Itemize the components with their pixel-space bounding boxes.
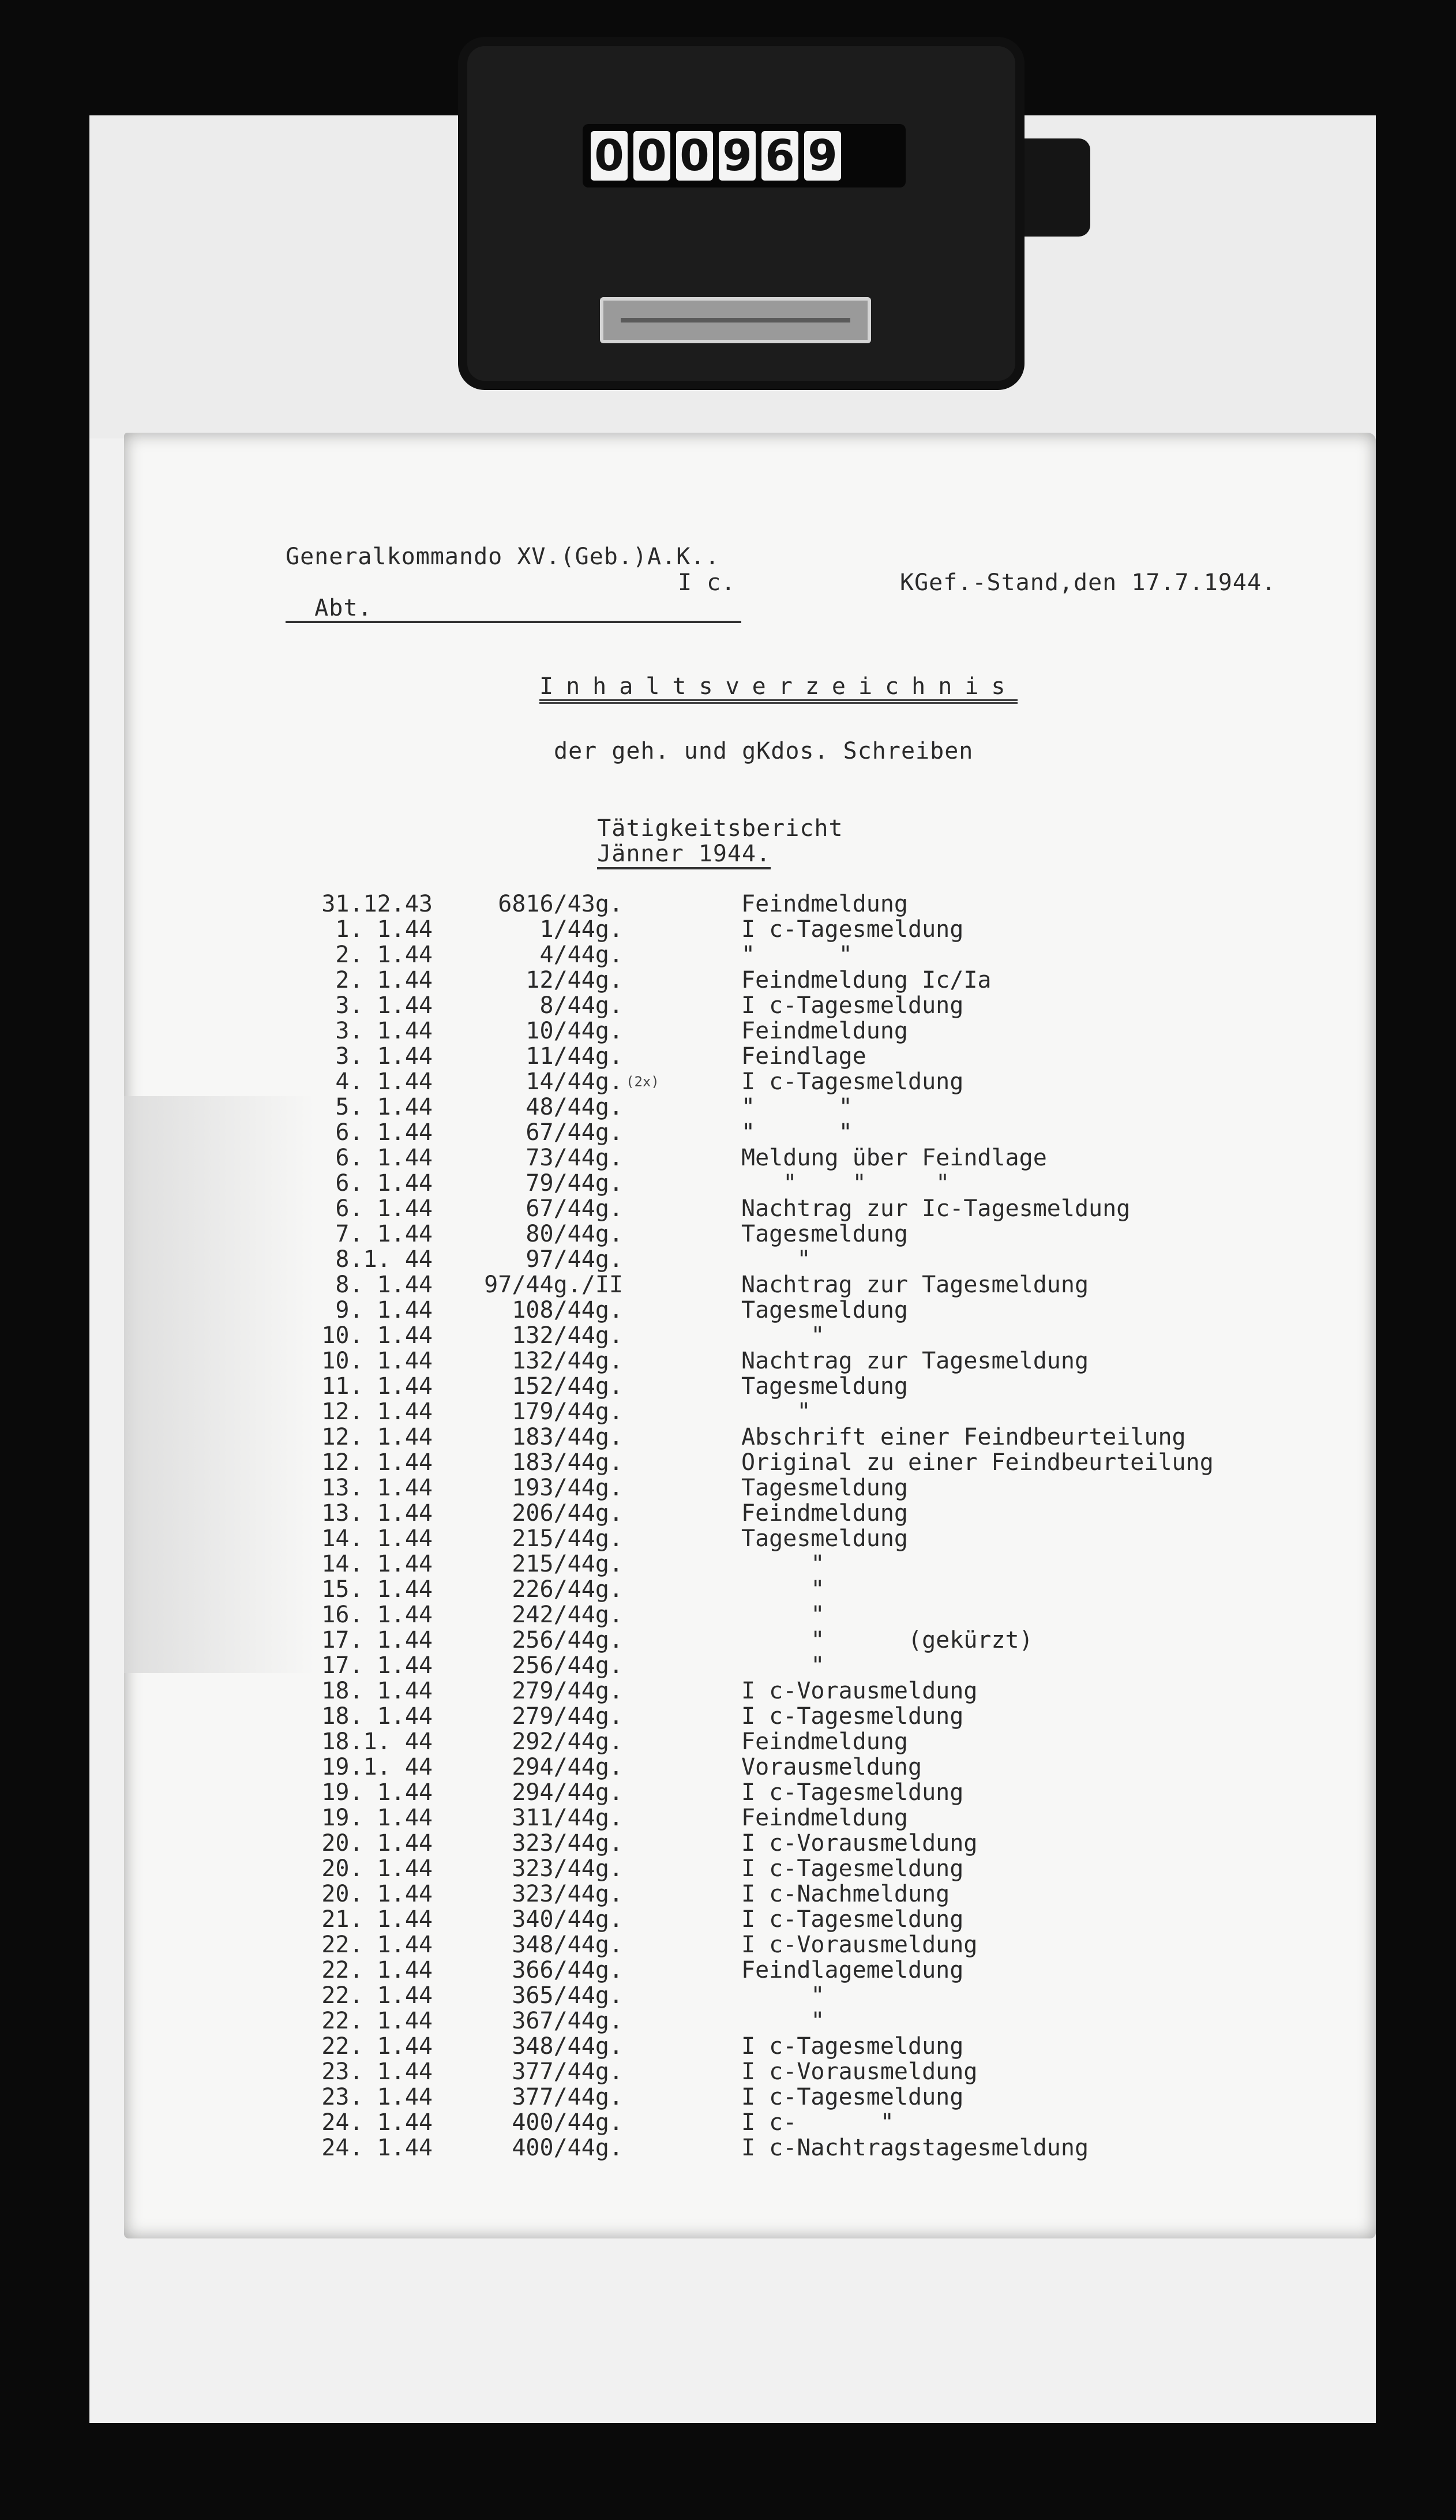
entry-number: 193/44g. — [512, 1475, 623, 1501]
table-row — [0, 1247, 1456, 1272]
entry-description: " " " — [741, 1170, 950, 1197]
entry-description: I c-Tagesmeldung — [741, 1703, 964, 1730]
entry-number: 311/44g. — [512, 1805, 623, 1831]
entry-number: 323/44g. — [512, 1830, 623, 1857]
entry-date: 6. 1.44 — [335, 1195, 433, 1222]
entry-date: 22. 1.44 — [321, 1982, 433, 2009]
entry-date: 20. 1.44 — [321, 1881, 433, 1907]
document-subtitle: der geh. und gKdos. Schreiben — [554, 738, 974, 764]
entry-description: I c- " — [741, 2109, 894, 2136]
counter-digit: 0 — [591, 131, 628, 181]
entry-date: 17. 1.44 — [321, 1627, 433, 1653]
entry-description: Tagesmeldung — [741, 1373, 908, 1400]
table-row — [0, 1501, 1456, 1526]
table-row — [0, 1551, 1456, 1577]
entry-description: " (gekürzt) — [741, 1627, 1033, 1653]
entry-description: " — [741, 1322, 825, 1349]
entry-description: Tagesmeldung — [741, 1475, 908, 1501]
entry-date: 3. 1.44 — [335, 1018, 433, 1044]
entry-date: 13. 1.44 — [321, 1475, 433, 1501]
entry-date: 31.12.43 — [321, 891, 433, 917]
table-row — [0, 967, 1456, 993]
entry-number: 73/44g. — [526, 1145, 623, 1171]
entry-number: 279/44g. — [512, 1703, 623, 1730]
entry-number: 256/44g. — [512, 1627, 623, 1653]
table-row — [0, 1272, 1456, 1297]
entry-number: 365/44g. — [512, 1982, 623, 2009]
entry-number: 377/44g. — [512, 2084, 623, 2110]
table-row — [0, 1145, 1456, 1171]
entry-number: 348/44g. — [512, 2033, 623, 2060]
document-title: Inhaltsverzeichnis — [539, 674, 1018, 704]
entry-description: " — [741, 1398, 811, 1425]
entry-date: 15. 1.44 — [321, 1576, 433, 1603]
counter-digit: 9 — [719, 131, 756, 181]
counter-digit: 6 — [761, 131, 798, 181]
entry-description: Nachtrag zur Tagesmeldung — [741, 1348, 1089, 1374]
entry-description: " " — [741, 1094, 853, 1120]
entry-number: 340/44g. — [512, 1906, 623, 1933]
entry-description: Nachtrag zur Tagesmeldung — [741, 1272, 1089, 1298]
entry-number: 294/44g. — [512, 1754, 623, 1780]
entry-date: 18. 1.44 — [321, 1703, 433, 1730]
header-abt-label: Abt. — [314, 595, 373, 621]
header-unit: Generalkommando XV.(Geb.)A.K.. — [286, 543, 720, 570]
entry-description: I c-Tagesmeldung — [741, 916, 964, 943]
table-row — [0, 1069, 1456, 1094]
entry-number: 226/44g. — [512, 1576, 623, 1603]
entry-number: 323/44g. — [512, 1881, 623, 1907]
table-row — [0, 1475, 1456, 1501]
entry-date: 24. 1.44 — [321, 2135, 433, 2161]
entry-date: 19. 1.44 — [321, 1779, 433, 1806]
entry-description: " " — [741, 942, 853, 968]
entry-date: 10. 1.44 — [321, 1348, 433, 1374]
entry-date: 22. 1.44 — [321, 2033, 433, 2060]
table-row — [0, 1805, 1456, 1831]
counter-nameplate — [600, 297, 871, 343]
entry-description: Vorausmeldung — [741, 1754, 922, 1780]
entry-description: " — [741, 1602, 825, 1628]
table-row — [0, 1374, 1456, 1399]
entry-number: 348/44g. — [512, 1932, 623, 1958]
entry-number: 377/44g. — [512, 2058, 623, 2085]
entry-date: 24. 1.44 — [321, 2109, 433, 2136]
entry-date: 8.1. 44 — [335, 1246, 433, 1273]
table-row — [0, 2059, 1456, 2084]
table-row — [0, 1602, 1456, 1627]
table-row — [0, 1450, 1456, 1475]
entry-description: I c-Nachmeldung — [741, 1881, 950, 1907]
entry-number: 183/44g. — [512, 1424, 623, 1450]
table-row — [0, 1297, 1456, 1323]
entry-description: Abschrift einer Feindbeurteilung — [741, 1424, 1186, 1450]
entry-number: 97/44g./II — [484, 1272, 623, 1298]
entry-date: 19.1. 44 — [321, 1754, 433, 1780]
entry-description: Feindlage — [741, 1043, 866, 1070]
header-place-date: KGef.-Stand,den 17.7.1944. — [900, 569, 1277, 596]
entry-number: 366/44g. — [512, 1957, 623, 1983]
entry-number: 10/44g. — [526, 1018, 623, 1044]
entry-description: Feindmeldung — [741, 891, 908, 917]
table-row — [0, 993, 1456, 1018]
table-row — [0, 1577, 1456, 1602]
entry-date: 23. 1.44 — [321, 2084, 433, 2110]
entry-description: Feindmeldung — [741, 1500, 908, 1527]
entry-date: 17. 1.44 — [321, 1652, 433, 1679]
table-row — [0, 1780, 1456, 1805]
table-row — [0, 917, 1456, 942]
entry-date: 12. 1.44 — [321, 1449, 433, 1476]
entry-description: Tagesmeldung — [741, 1221, 908, 1247]
entry-description: " — [741, 1551, 825, 1577]
table-row — [0, 1856, 1456, 1881]
entry-date: 20. 1.44 — [321, 1830, 433, 1857]
table-row — [0, 1221, 1456, 1247]
entry-description: I c-Tagesmeldung — [741, 992, 964, 1019]
entry-number: 80/44g. — [526, 1221, 623, 1247]
frame-counter-display — [583, 124, 906, 187]
entry-number: 4/44g. — [539, 942, 623, 968]
entry-description: I c-Tagesmeldung — [741, 1906, 964, 1933]
entry-number: 67/44g. — [526, 1119, 623, 1146]
entry-number: 292/44g. — [512, 1728, 623, 1755]
subtitle-report-label: Tätigkeitsbericht — [597, 815, 843, 842]
entry-number: 367/44g. — [512, 2008, 623, 2034]
header-abt-line — [286, 570, 741, 623]
entry-date: 21. 1.44 — [321, 1906, 433, 1933]
entry-date: 6. 1.44 — [335, 1145, 433, 1171]
table-row — [0, 1932, 1456, 1957]
entry-date: 3. 1.44 — [335, 992, 433, 1019]
entry-number: 179/44g. — [512, 1398, 623, 1425]
entry-number: 79/44g. — [526, 1170, 623, 1197]
entry-number: 11/44g. — [526, 1043, 623, 1070]
entry-date: 8. 1.44 — [335, 1272, 433, 1298]
table-row — [0, 1881, 1456, 1907]
entry-number: 215/44g. — [512, 1551, 623, 1577]
entry-description: I c-Vorausmeldung — [741, 1678, 978, 1704]
table-row — [0, 1348, 1456, 1374]
entry-date: 14. 1.44 — [321, 1525, 433, 1552]
entry-number: 256/44g. — [512, 1652, 623, 1679]
entry-number: 132/44g. — [512, 1322, 623, 1349]
entry-description: I c-Nachtragstagesmeldung — [741, 2135, 1089, 2161]
entry-date: 6. 1.44 — [335, 1170, 433, 1197]
entry-date: 23. 1.44 — [321, 2058, 433, 2085]
entry-date: 19. 1.44 — [321, 1805, 433, 1831]
entry-description: " — [741, 1576, 825, 1603]
entry-date: 14. 1.44 — [321, 1551, 433, 1577]
table-row — [0, 1957, 1456, 1983]
entry-number: 48/44g. — [526, 1094, 623, 1120]
table-row — [0, 1323, 1456, 1348]
entry-description: " " — [741, 1119, 853, 1146]
entry-date: 2. 1.44 — [335, 967, 433, 993]
table-row — [0, 1754, 1456, 1780]
table-row — [0, 2034, 1456, 2059]
entry-description: " — [741, 1982, 825, 2009]
table-row — [0, 1526, 1456, 1551]
entry-date: 16. 1.44 — [321, 1602, 433, 1628]
counter-digit: 0 — [676, 131, 713, 181]
entry-number: 1/44g. — [539, 916, 623, 943]
table-row — [0, 1704, 1456, 1729]
entry-description: I c-Tagesmeldung — [741, 2033, 964, 2060]
entry-number: 12/44g. — [526, 967, 623, 993]
entry-number: 97/44g. — [526, 1246, 623, 1273]
entry-number: 242/44g. — [512, 1602, 623, 1628]
table-row — [0, 1171, 1456, 1196]
entry-number: 152/44g. — [512, 1373, 623, 1400]
entry-date: 6. 1.44 — [335, 1119, 433, 1146]
entry-description: I c-Tagesmeldung — [741, 1068, 964, 1095]
entry-description: Meldung über Feindlage — [741, 1145, 1047, 1171]
entry-description: I c-Vorausmeldung — [741, 1932, 978, 1958]
header-abt-value: I c. — [678, 569, 736, 596]
entry-number: 206/44g. — [512, 1500, 623, 1527]
entry-description: " — [741, 1246, 811, 1273]
entry-description: " — [741, 2008, 825, 2034]
table-row — [0, 1678, 1456, 1704]
entry-number: 6816/43g. — [498, 891, 623, 917]
table-row — [0, 1424, 1456, 1450]
table-row — [0, 1044, 1456, 1069]
entry-description: " — [741, 1652, 825, 1679]
table-row — [0, 1627, 1456, 1653]
entry-date: 18. 1.44 — [321, 1678, 433, 1704]
table-row — [0, 1983, 1456, 2008]
entry-date: 7. 1.44 — [335, 1221, 433, 1247]
entry-date: 4. 1.44 — [335, 1068, 433, 1095]
entry-date: 2. 1.44 — [335, 942, 433, 968]
counter-digit: 9 — [804, 131, 841, 181]
entry-number: 400/44g. — [512, 2135, 623, 2161]
entry-date: 12. 1.44 — [321, 1424, 433, 1450]
table-row — [0, 1907, 1456, 1932]
entry-date: 3. 1.44 — [335, 1043, 433, 1070]
entry-description: I c-Vorausmeldung — [741, 2058, 978, 2085]
entry-description: I c-Tagesmeldung — [741, 1855, 964, 1882]
entry-number: 183/44g. — [512, 1449, 623, 1476]
entry-description: I c-Tagesmeldung — [741, 1779, 964, 1806]
counter-digit: 0 — [633, 131, 670, 181]
table-row — [0, 2135, 1456, 2161]
entry-description: Original zu einer Feindbeurteilung — [741, 1449, 1214, 1476]
entry-description: I c-Tagesmeldung — [741, 2084, 964, 2110]
entry-description: Feindmeldung — [741, 1728, 908, 1755]
entry-date: 22. 1.44 — [321, 2008, 433, 2034]
table-row — [0, 1399, 1456, 1424]
entry-date: 5. 1.44 — [335, 1094, 433, 1120]
entry-date: 1. 1.44 — [335, 916, 433, 943]
entry-number: 8/44g. — [539, 992, 623, 1019]
entry-description: Feindmeldung — [741, 1805, 908, 1831]
table-row — [0, 891, 1456, 917]
entry-date: 22. 1.44 — [321, 1932, 433, 1958]
entry-date: 10. 1.44 — [321, 1322, 433, 1349]
table-row — [0, 1831, 1456, 1856]
entry-number: 323/44g. — [512, 1855, 623, 1882]
entry-description: Nachtrag zur Ic-Tagesmeldung — [741, 1195, 1131, 1222]
entry-description: I c-Vorausmeldung — [741, 1830, 978, 1857]
entry-number: 215/44g. — [512, 1525, 623, 1552]
entry-date: 12. 1.44 — [321, 1398, 433, 1425]
entry-number: 67/44g. — [526, 1195, 623, 1222]
entry-date: 9. 1.44 — [335, 1297, 433, 1323]
table-row — [0, 1196, 1456, 1221]
entry-date: 13. 1.44 — [321, 1500, 433, 1527]
entry-number: 400/44g. — [512, 2109, 623, 2136]
entry-date: 18.1. 44 — [321, 1728, 433, 1755]
entry-number: 132/44g. — [512, 1348, 623, 1374]
entry-description: Tagesmeldung — [741, 1525, 908, 1552]
entry-description: Feindmeldung — [741, 1018, 908, 1044]
entry-date: 22. 1.44 — [321, 1957, 433, 1983]
table-row — [0, 1094, 1456, 1120]
entry-description: Feindlagemeldung — [741, 1957, 964, 1983]
entry-number: 14/44g. — [526, 1068, 623, 1095]
table-row — [0, 1120, 1456, 1145]
table-row — [0, 1729, 1456, 1754]
entry-number: 279/44g. — [512, 1678, 623, 1704]
table-row — [0, 2110, 1456, 2135]
entry-description: Feindmeldung Ic/Ia — [741, 967, 992, 993]
entry-description: Tagesmeldung — [741, 1297, 908, 1323]
entry-date: 11. 1.44 — [321, 1373, 433, 1400]
subtitle-month: Jänner 1944. — [597, 841, 771, 869]
entry-note: (2x) — [626, 1074, 659, 1090]
entry-date: 20. 1.44 — [321, 1855, 433, 1882]
table-row — [0, 1653, 1456, 1678]
table-row — [0, 942, 1456, 967]
entry-number: 294/44g. — [512, 1779, 623, 1806]
entry-number: 108/44g. — [512, 1297, 623, 1323]
table-row — [0, 2008, 1456, 2034]
table-row — [0, 2084, 1456, 2110]
table-row — [0, 1018, 1456, 1044]
